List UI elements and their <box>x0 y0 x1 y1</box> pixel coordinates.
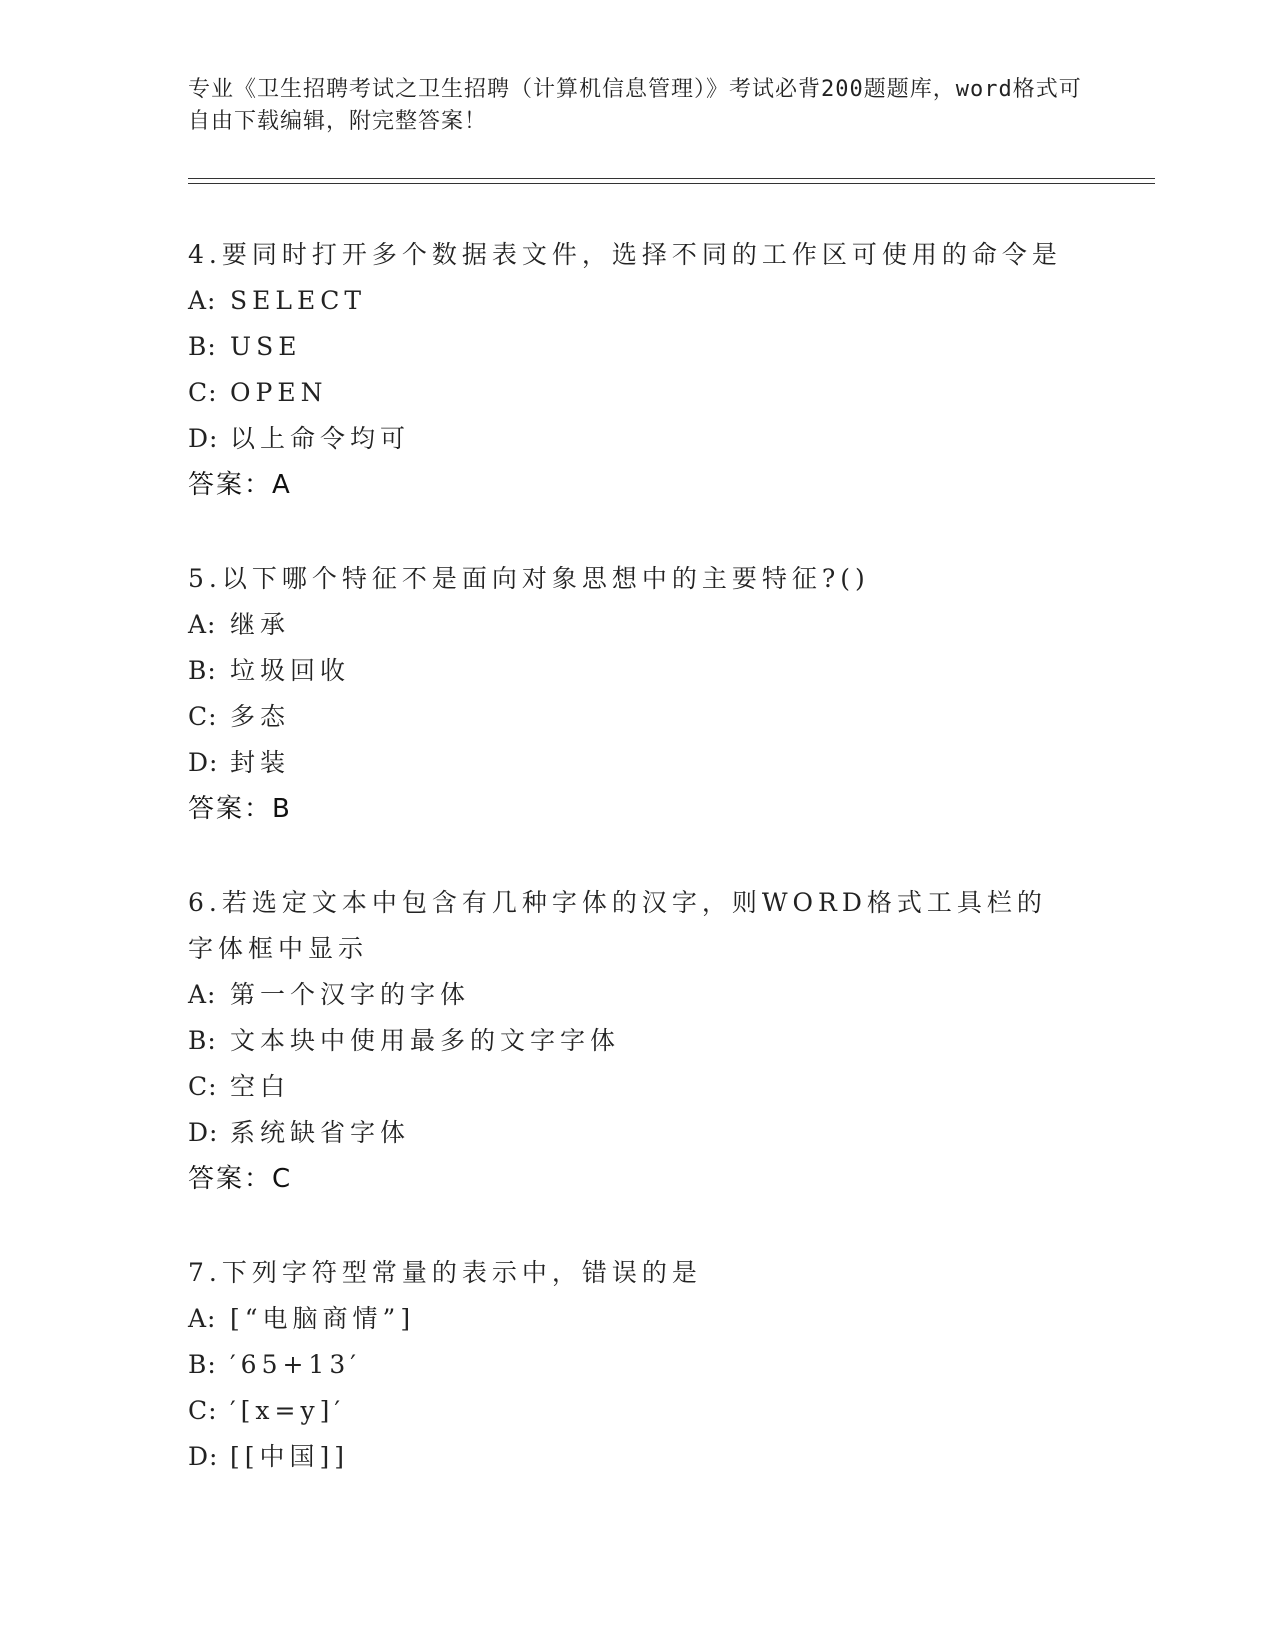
option-key: D: <box>188 1118 219 1147</box>
option-a <box>188 602 1088 648</box>
option-text: 文本块中使用最多的文字字体 <box>230 1026 621 1055</box>
option-text: [[中国]] <box>230 1442 350 1471</box>
option-text: 空白 <box>230 1072 291 1101</box>
option-key: C: <box>188 378 218 407</box>
question-text: 7.下列字符型常量的表示中，错误的是 <box>188 1258 702 1287</box>
option-key: D: <box>188 424 219 453</box>
option-a <box>188 1296 1088 1342</box>
option-key: D: <box>188 1442 219 1471</box>
question-item <box>188 556 1088 832</box>
option-key: B: <box>188 1350 217 1379</box>
option-c <box>188 1388 1088 1434</box>
option-text: 以上命令均可 <box>230 424 411 453</box>
question-text: 6.若选定文本中包含有几种字体的汉字，则WORD格式工具栏的字体框中显示 <box>188 888 1047 963</box>
option-c <box>188 694 1088 740</box>
answer-text: 答案：B <box>188 794 292 824</box>
option-key: C: <box>188 702 218 731</box>
question-text: 4.要同时打开多个数据表文件，选择不同的工作区可使用的命令是 <box>188 240 1062 269</box>
option-text: USE <box>230 332 302 361</box>
option-key: A: <box>188 610 217 639</box>
option-key: B: <box>188 656 217 685</box>
option-d <box>188 1110 1088 1156</box>
question-item <box>188 1250 1088 1480</box>
question-item <box>188 232 1088 508</box>
option-key: A: <box>188 1304 217 1333</box>
answer-text: 答案：C <box>188 1164 293 1194</box>
answer-text: 答案：A <box>188 470 292 500</box>
question-list <box>188 232 1088 1528</box>
option-text: 继承 <box>230 610 291 639</box>
option-b <box>188 324 1088 370</box>
option-d <box>188 416 1088 462</box>
option-c <box>188 370 1088 416</box>
question-text: 5.以下哪个特征不是面向对象思想中的主要特征?() <box>188 564 870 593</box>
option-text: 系统缺省字体 <box>230 1118 411 1147</box>
document-header: 专业《卫生招聘考试之卫生招聘（计算机信息管理）》考试必背200题题库，word格式可自由下载编辑，附完整答案！ <box>188 77 1082 134</box>
option-text: 垃圾回收 <box>230 656 351 685</box>
option-text: ′[x=y]′ <box>230 1396 346 1425</box>
header-divider-top <box>188 178 1155 179</box>
question-item <box>188 880 1088 1202</box>
option-d <box>188 740 1088 786</box>
option-b <box>188 1018 1088 1064</box>
option-text: [“电脑商情”] <box>230 1304 416 1333</box>
option-key: A: <box>188 980 217 1009</box>
option-a <box>188 278 1088 324</box>
option-text: ′65+13′ <box>230 1350 361 1379</box>
option-key: C: <box>188 1396 218 1425</box>
option-text: 封装 <box>230 748 291 777</box>
option-key: D: <box>188 748 219 777</box>
option-b <box>188 1342 1088 1388</box>
option-text: OPEN <box>230 378 328 407</box>
option-key: A: <box>188 286 217 315</box>
option-text: SELECT <box>230 286 367 315</box>
header-divider-bottom <box>188 183 1155 184</box>
option-key: B: <box>188 332 217 361</box>
option-key: B: <box>188 1026 217 1055</box>
option-a <box>188 972 1088 1018</box>
option-key: C: <box>188 1072 218 1101</box>
option-c <box>188 1064 1088 1110</box>
option-text: 多态 <box>230 702 291 731</box>
option-d <box>188 1434 1088 1480</box>
option-text: 第一个汉字的字体 <box>230 980 471 1009</box>
option-b <box>188 648 1088 694</box>
